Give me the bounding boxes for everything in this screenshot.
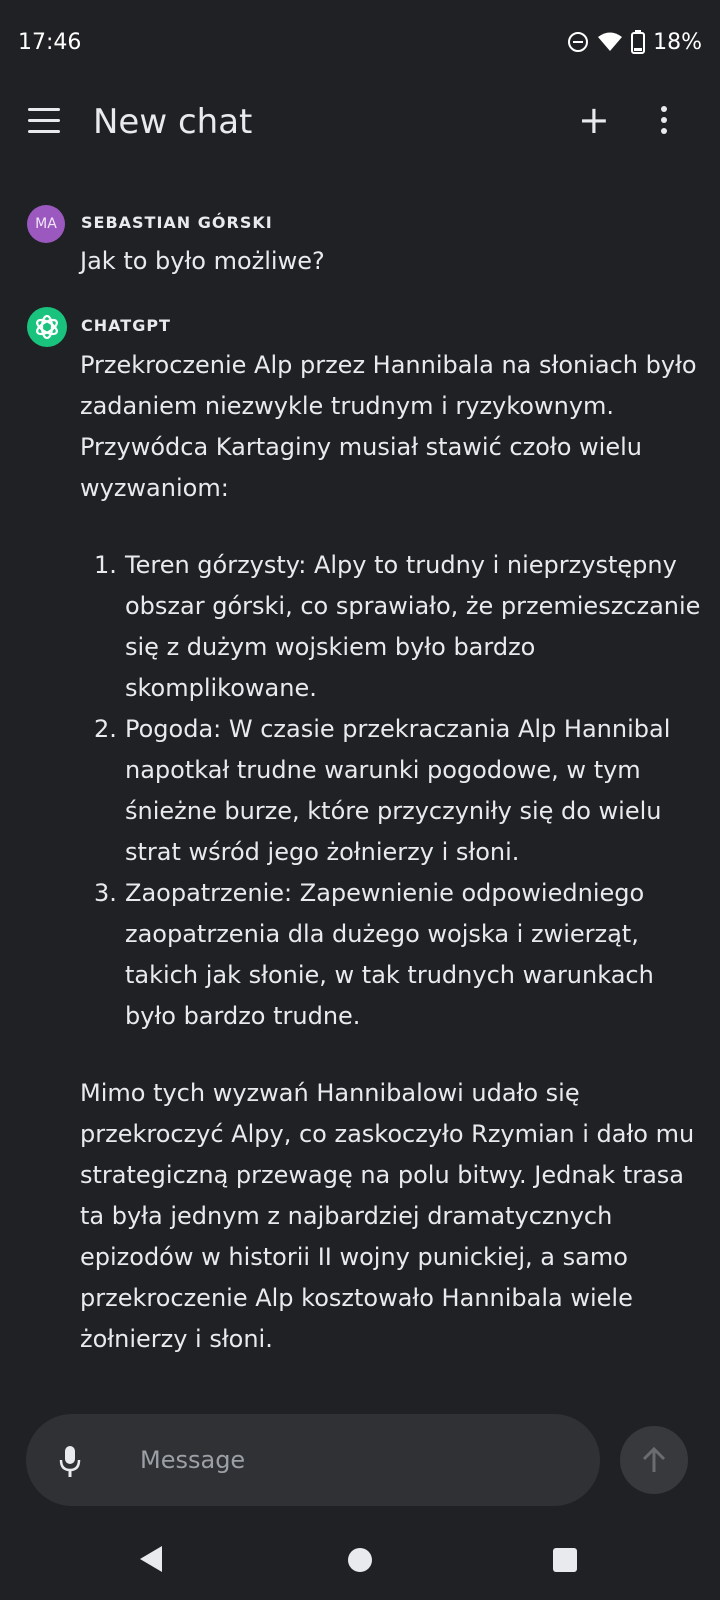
- status-bar: [0, 0, 720, 84]
- send-button[interactable]: [620, 1426, 688, 1494]
- system-nav-bar: [0, 1524, 720, 1600]
- assistant-message: [80, 345, 705, 1360]
- menu-icon[interactable]: [28, 108, 62, 138]
- home-icon[interactable]: [348, 1548, 372, 1572]
- plus-icon[interactable]: +: [578, 98, 610, 142]
- more-vert-icon[interactable]: [656, 106, 672, 142]
- list-item: 3. Zaopatrzenie: Zapewnienie odpowiedniego zaopatrzenia dla dużego wojska i zwierząt, takich jak słonie, w tak trudnych warunkach było bardzo trudne.: [94, 879, 654, 1030]
- status-time: 17:46: [18, 29, 82, 55]
- message-author: SEBASTIAN GÓRSKI: [81, 213, 273, 232]
- battery-percent: 18%: [653, 29, 702, 55]
- list-item: 1. Teren górzysty: Alpy to trudny i nieprzystępny obszar górski, co sprawiało, że przemieszczanie się z dużym wojskiem było bardzo skomplikowane.: [94, 551, 701, 702]
- message-author: CHATGPT: [81, 316, 171, 335]
- user-message-text: Jak to było możliwe?: [80, 247, 325, 275]
- send-arrow-icon: [639, 1445, 669, 1475]
- page-title: New chat: [93, 102, 253, 142]
- message-input[interactable]: [140, 1440, 580, 1480]
- do-not-disturb-icon: [567, 31, 589, 53]
- avatar: MA: [27, 205, 65, 243]
- message-composer: [26, 1414, 600, 1506]
- answer-list: [80, 545, 705, 1037]
- answer-outro: Mimo tych wyzwań Hannibalowi udało się przekroczyć Alpy, co zaskoczyło Rzymian i dało mu strategiczną przewagę na polu bitwy. Jednak trasa ta była jednym z najbardziej dramatycznych epizodów w historii II wojny punickiej, a samo przekroczenie Alp kosztowało Hannibala wiele żołnierzy i słoni.: [80, 1079, 695, 1353]
- back-icon[interactable]: [138, 1544, 164, 1574]
- list-item: 2. Pogoda: W czasie przekraczania Alp Hannibal napotkał trudne warunki pogodowe, w tym śnieżne burze, które przyczyniły się do wielu strat wśród jego żołnierzy i słoni.: [94, 715, 671, 866]
- battery-icon: [631, 30, 645, 54]
- wifi-icon: [597, 31, 623, 53]
- recents-icon[interactable]: [553, 1548, 577, 1572]
- mic-icon[interactable]: [58, 1444, 82, 1480]
- app-bar: [0, 84, 720, 164]
- answer-intro: Przekroczenie Alp przez Hannibala na słoniach było zadaniem niezwykle trudnym i ryzykownym. Przywódca Kartaginy musiał stawić czoło wielu wyzwaniom:: [80, 351, 697, 502]
- chatgpt-logo-icon: [27, 307, 67, 347]
- status-icons: [567, 30, 702, 55]
